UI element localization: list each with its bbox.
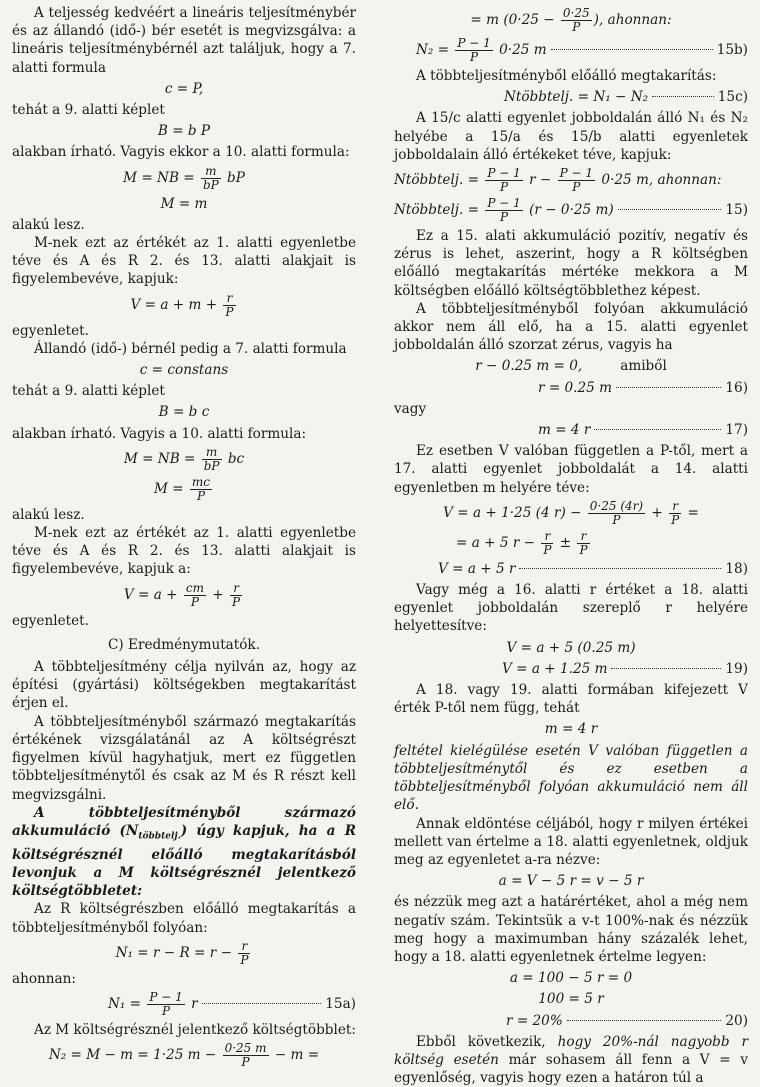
equation: Ntöbbtelj. = $\frac{P - 1}{P}$ r − $\frac{P - 1}{P}$ 0·25 m, ahonnan:: [394, 166, 722, 195]
equation: V = a + $\frac{cm}{P}$ + $\frac{r}{P}$: [123, 580, 241, 609]
paragraph: M-nek ezt az értékét az 1. alatti egyenletbe téve és A és R 2. és 13. alatti alakjait is figyelembevéve, kapjuk:: [12, 235, 356, 288]
equation: = m (0·25 − $\frac{0\cdot 25}{P}$ ), ahonnan:: [470, 6, 672, 34]
paragraph: ahonnan:: [12, 970, 76, 987]
equation: a = 100 − 5 r = 0: [509, 970, 633, 987]
paragraph: alakú lesz.: [12, 216, 85, 233]
paragraph: Ez esetben V valóban független a P-től, mert a 17. alatti egyenlet jobboldalát a 14. alatti egyenletben m helyére téve:: [394, 443, 748, 496]
numbered-equation: V = a + 5 r 18): [438, 560, 748, 577]
paragraph: M-nek ezt az értékét az 1. alatti egyenletbe téve és A és R 2. és 13. alatti alakjait is figyelembevéve, kapjuk a:: [12, 525, 356, 578]
paragraph: Az R költségrészben előálló megtakarítás a többteljesítményből folyóan:: [12, 901, 356, 936]
paragraph: A teljesség kedvéért a lineáris teljesítménybér és az állandó (idő-) bér esetét is megvizsgálva: a lineáris teljesítménybérnél azt találjuk, hogy a 7. alatti formula: [12, 5, 356, 76]
paragraph: A többteljesítményből származó akkumuláció $(N_{többtelj.})$ úgy kapjuk, ha a R költségrésznél előálló megtakarításból levonjuk a M költségrésznél jelentkező költségtöbbletet:: [12, 804, 356, 900]
paragraph: A többteljesítményből folyóan akkumuláció akkor nem áll elő, ha a 15. alatti egyenlet jobboldalán álló szorzat zérus, vagyis ha: [394, 300, 748, 354]
paragraph: alakú lesz.: [12, 506, 85, 523]
numbered-equation: N₂ = $\frac{P - 1}{P}$ 0·25 m 15b): [416, 36, 748, 64]
equation: m = 4 r: [544, 721, 598, 738]
equation: N₁ = r − R = r − $\frac{r}{P}$: [115, 938, 249, 967]
numbered-equation: r = 0.25 m 16): [538, 379, 748, 396]
paragraph: tehát a 9. alatti képlet: [12, 383, 165, 400]
equation: B = b c: [158, 404, 210, 421]
paragraph: vagy: [394, 400, 427, 417]
numbered-equation: r = 20% 20): [506, 1012, 748, 1029]
equation: V = a + 5 (0.25 m): [506, 639, 636, 656]
paragraph: Az M költségrésznél jelentkező költségtöbblet:: [34, 1022, 356, 1039]
paragraph: feltétel kielégülése esetén V valóban független a többteljesítménytől és ez esetben a többteljesítményből folyóan akkumuláció nem áll elő.: [394, 742, 748, 814]
equation: c = constans: [139, 362, 229, 379]
paragraph: Ez a 15. alati akkumuláció pozitív, negatív és zérus is lehet, aszerint, hogy a R költségben előálló megtakarítás mértéke mekkora a M költségben előálló költségtöbblethez képest.: [394, 228, 748, 299]
paragraph: Állandó (idő-) bérnél pedig a 7. alatti formula: [34, 340, 347, 357]
numbered-equation: V = a + 1.25 m 19): [502, 660, 748, 677]
paragraph: A többteljesítményből előálló megtakarítás:: [416, 68, 717, 84]
numbered-equation: m = 4 r 17): [538, 422, 748, 439]
equation: M = NB = $\frac{m}{bP}$ bc: [123, 444, 245, 473]
paragraph: alakban írható. Vagyis ekkor a 10. alatti formula:: [12, 144, 350, 161]
equation: V = a + m + $\frac{r}{P}$: [130, 290, 234, 319]
paragraph: A 15/c alatti egyenlet jobboldalán álló N₁ és N₂ helyébe a 15/a és 15/b alatti egyenletek jobboldalain álló értékeket téve, kapjuk:: [394, 110, 748, 163]
paragraph: A többteljesítményből származó megtakarítás értékének vizsgálatánál az A költségrészt figyelmen kívül hagyhatjuk, mert ez független többteljesítménytől és csak az M és R részt kell megvizsgálni.: [12, 713, 356, 803]
paragraph: A többteljesítmény célja nyilván az, hogy az építési (gyártási) költségekben megtakarítást érjen el.: [12, 659, 356, 712]
paragraph: egyenletet.: [12, 322, 89, 339]
numbered-equation: Ntöbbtelj. = $\frac{P - 1}{P}$ (r − 0·25 m) 15): [394, 196, 748, 225]
equation: a = V − 5 r = v − 5 r: [498, 873, 644, 890]
paragraph: alakban írható. Vagyis a 10. alatti formula:: [12, 425, 307, 442]
paragraph: tehát a 9. alatti képlet: [12, 102, 165, 119]
equation: M = $\frac{mc}{P}$: [153, 474, 211, 503]
paragraph: Ebből következik, hogy 20%-nál nagyobb r költség esetén már sohasem áll fenn a V = v egyenlőség, vagyis hogy ezen a határon túl a: [394, 1033, 749, 1087]
equation: 100 = 5 r: [538, 991, 604, 1008]
equation: M = NB = $\frac{m}{bP}$ bP: [123, 163, 245, 192]
paragraph: és nézzük meg azt a határértéket, ahol a még nem negatív szám. Tekintsük a v-t 100%-nak és nézzük meg hogy a maximumban hány százalék lehet, hogy a 18. alatti egyenletnek értelme legyen:: [394, 894, 748, 965]
right-column: [394, 4, 748, 1087]
equation: r − 0.25 m = 0, amiből: [475, 358, 667, 375]
paragraph: egyenletet.: [12, 612, 89, 629]
paragraph: Annak eldöntése céljából, hogy r milyen értékei mellett van értelme a 18. alatti egyenletnek, oldjuk meg az egyenletet a-ra nézve:: [394, 815, 748, 868]
numbered-equation: Ntöbbtelj. = N₁ − N₂ 15c): [504, 89, 748, 106]
equation: = a + 5 r − $\frac{r}{P}$ ± $\frac{r}{P}$: [456, 528, 588, 557]
paragraph: A 18. vagy 19. alatti formában kifejezett V érték P-től nem függ, tehát: [394, 682, 748, 717]
section-heading: C) Eredménymutatók.: [108, 636, 260, 653]
equation: V = a + 1·25 (4 r) − $\frac{0\cdot 25 (4r)}{P}$ + $\frac{r}{P}$ =: [443, 498, 699, 527]
equation: B = b P: [157, 123, 211, 140]
numbered-equation: N₁ = $\frac{P - 1}{P}$ r 15a): [108, 990, 356, 1019]
left-column: [12, 4, 356, 1072]
paragraph: Vagy még a 16. alatti r értéket a 18. alatti egyenlet jobboldalán szereplő r helyére helyettesítve:: [394, 582, 748, 635]
equation: N₂ = M − m = 1·25 m − $\frac{0\cdot 25 m}{P}$ − m =: [48, 1041, 320, 1070]
equation: c = P,: [164, 80, 204, 97]
equation: M = m: [160, 195, 208, 212]
